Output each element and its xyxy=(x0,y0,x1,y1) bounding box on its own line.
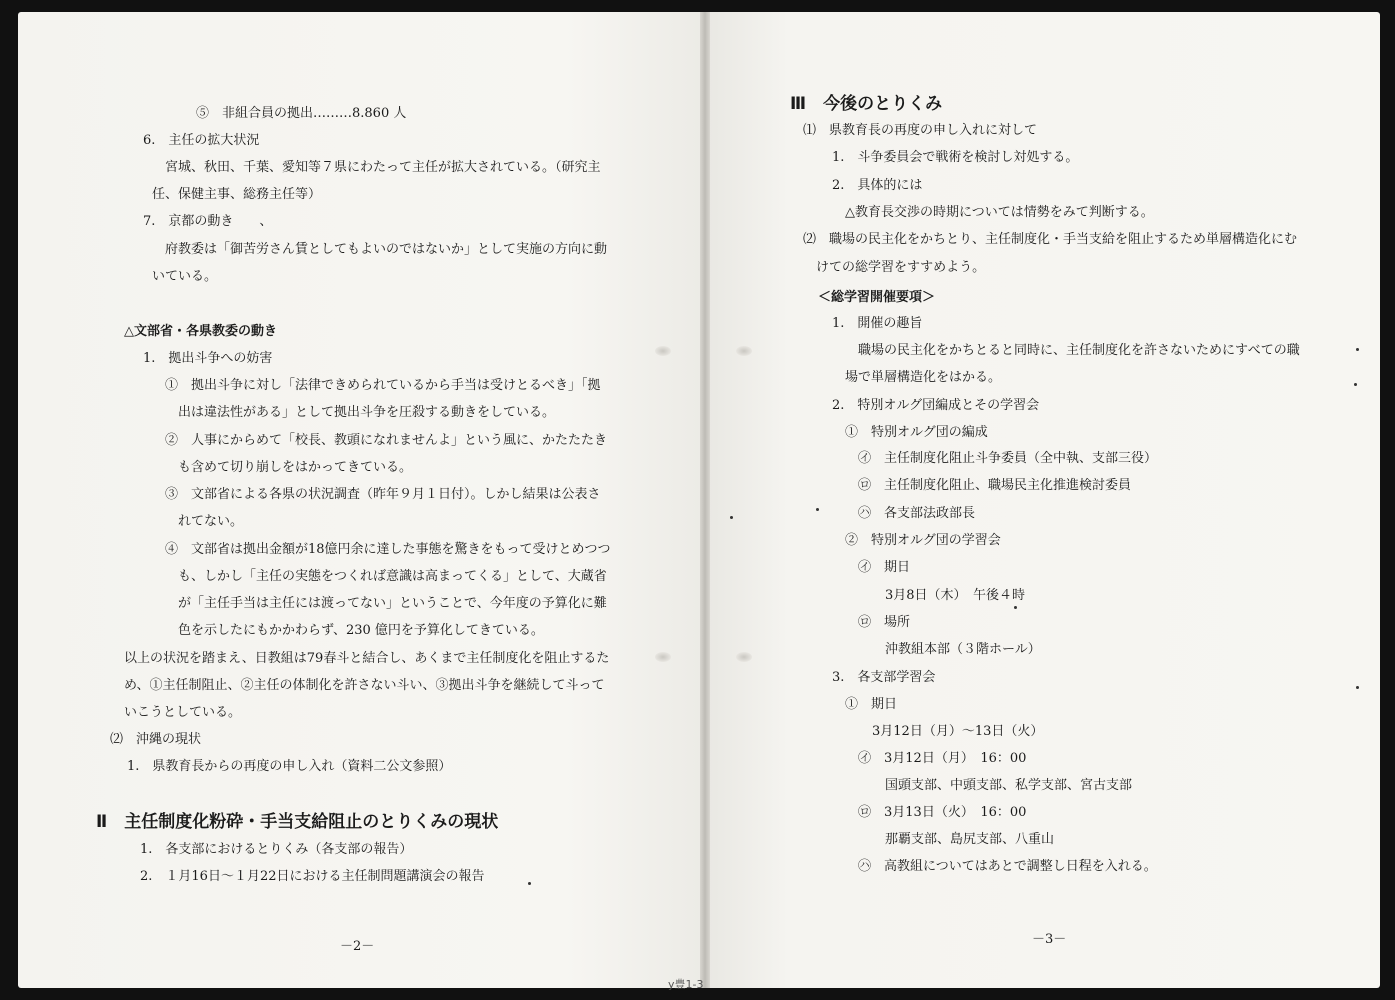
text-line: 沖教組本部（３階ホール） xyxy=(885,642,1041,657)
text-line: いている。 xyxy=(152,269,218,284)
punch-hole-mark xyxy=(736,652,752,662)
text-line: が「主任手当は主任には渡ってない」ということで、今年度の予算化に難 xyxy=(178,596,607,611)
text-line: ⑵ 職場の民主化をかちとり、主任制度化・手当支給を阻止するため単層構造化にむ xyxy=(803,232,1298,247)
center-fold xyxy=(700,12,710,988)
text-line: ㋺ 3月13日（火） 16：00 xyxy=(858,805,1027,820)
speck-mark xyxy=(816,508,819,511)
text-line: 出は違法性がある」として拠出斗争を圧殺する動きをしている。 xyxy=(178,405,556,420)
text-line: ㋺ 主任制度化阻止、職場民主化推進検討委員 xyxy=(858,478,1132,493)
text-line: ㋩ 高教組についてはあとで調整し日程を入れる。 xyxy=(858,859,1157,874)
text-line: 3月8日（木） 午後４時 xyxy=(885,588,1026,603)
text-line: ② 人事にからめて「校長、教頭になれませんよ」という風に、かたたたき xyxy=(165,433,608,448)
text-line: 3. 各支部学習会 xyxy=(832,670,936,685)
speck-mark xyxy=(1356,686,1359,689)
text-line: ④ 文部省は拠出金額が18億円余に達した事態を驚きをもって受けとめつつ xyxy=(165,542,611,557)
page-number-left: －2－ xyxy=(340,939,375,954)
text-line: 任、保健主事、総務主任等） xyxy=(152,187,322,202)
text-line: 職場の民主化をかちとると同時に、主任制度化を許さないためにすべての職 xyxy=(858,343,1300,358)
text-line: △教育長交渉の時期については情勢をみて判断する。 xyxy=(845,205,1154,220)
pencil-note: y豊1-3 xyxy=(668,978,704,991)
punch-hole-mark xyxy=(655,652,671,662)
speck-mark xyxy=(528,882,531,885)
speck-mark xyxy=(730,516,733,519)
text-line: いこうとしている。 xyxy=(124,705,242,720)
text-line: れてない。 xyxy=(178,514,244,529)
punch-hole-mark xyxy=(736,346,752,356)
text-line: 国頭支部、中頭支部、私学支部、宮古支部 xyxy=(885,778,1133,793)
text-line: め、①主任制阻止、②主任の体制化を許さない斗い、③拠出斗争を継続して斗って xyxy=(124,678,605,693)
punch-hole-mark xyxy=(655,346,671,356)
text-line: ㋺ 場所 xyxy=(858,615,911,630)
heading-sogakushu: ＜総学習開催要項＞ xyxy=(818,290,936,305)
text-line: 2. １月16日～１月22日における主任制問題講演会の報告 xyxy=(140,869,485,884)
text-line: 6. 主任の拡大状況 xyxy=(143,133,260,148)
section-3-title: Ⅲ 今後のとりくみ xyxy=(790,94,943,114)
text-line: 1. 斗争委員会で戦術を検討し対処する。 xyxy=(832,150,1079,165)
text-line: ③ 文部省による各県の状況調査（昨年９月１日付）。しかし結果は公表さ xyxy=(165,487,601,502)
text-line: 2. 特別オルグ団編成とその学習会 xyxy=(832,398,1040,413)
text-line: 場で単層構造化をはかる。 xyxy=(845,370,1002,385)
text-line: ⑵ 沖縄の現状 xyxy=(110,732,202,747)
text-line: ⑤ 非組合員の拠出………8.860 人 xyxy=(196,106,407,121)
text-line: 1. 開催の趣旨 xyxy=(832,316,923,331)
text-line: 府教委は「御苦労さん賃としてもよいのではないか」として実施の方向に動 xyxy=(165,242,608,257)
text-line: けての総学習をすすめよう。 xyxy=(816,260,986,275)
text-line: ㋑ 期日 xyxy=(858,560,911,575)
text-line: 3月12日（月）～13日（火） xyxy=(872,724,1044,739)
speck-mark xyxy=(1014,606,1017,609)
text-line: 宮城、秋田、千葉、愛知等７県にわたって主任が拡大されている。（研究主 xyxy=(165,160,601,175)
text-line: 1. 拠出斗争への妨害 xyxy=(143,351,273,366)
text-line: ㋑ 主任制度化阻止斗争委員（全中執、支部三役） xyxy=(858,451,1158,466)
text-line: ⑴ 県教育長の再度の申し入れに対して xyxy=(803,123,1038,138)
text-line: 2. 具体的には xyxy=(832,178,923,193)
text-line: 7. 京都の動き 、 xyxy=(143,214,273,229)
text-line: 色を示したにもかかわらず、230 億円を予算化してきている。 xyxy=(178,623,544,638)
heading-monbusho: △文部省・各県教委の動き xyxy=(124,324,277,339)
text-line: ㋑ 3月12日（月） 16：00 xyxy=(858,751,1027,766)
text-line: ② 特別オルグ団の学習会 xyxy=(845,533,1001,548)
text-line: 那覇支部、島尻支部、八重山 xyxy=(885,832,1055,847)
text-line: も含めて切り崩しをはかってきている。 xyxy=(178,460,413,475)
text-line: ① 期日 xyxy=(845,697,898,712)
speck-mark xyxy=(1354,383,1357,386)
section-2-title: Ⅱ 主任制度化粉砕・手当支給阻止のとりくみの現状 xyxy=(96,812,499,832)
text-line: ① 特別オルグ団の編成 xyxy=(845,425,988,440)
speck-mark xyxy=(1356,348,1359,351)
text-line: ① 拠出斗争に対し「法律できめられているから手当は受けとるべき」「拠 xyxy=(165,378,601,393)
text-line: 1. 県教育長からの再度の申し入れ（資料二公文参照） xyxy=(127,759,452,774)
text-line: 以上の状況を踏まえ、日教組は79春斗と結合し、あくまで主任制度化を阻止するた xyxy=(124,651,610,666)
page-number-right: －3－ xyxy=(1032,932,1067,947)
text-line: 1. 各支部におけるとりくみ（各支部の報告） xyxy=(140,842,413,857)
text-line: も、しかし「主任の実態をつくれば意識は高まってくる」として、大蔵省 xyxy=(178,569,607,584)
text-line: ㋩ 各支部法政部長 xyxy=(858,506,976,521)
